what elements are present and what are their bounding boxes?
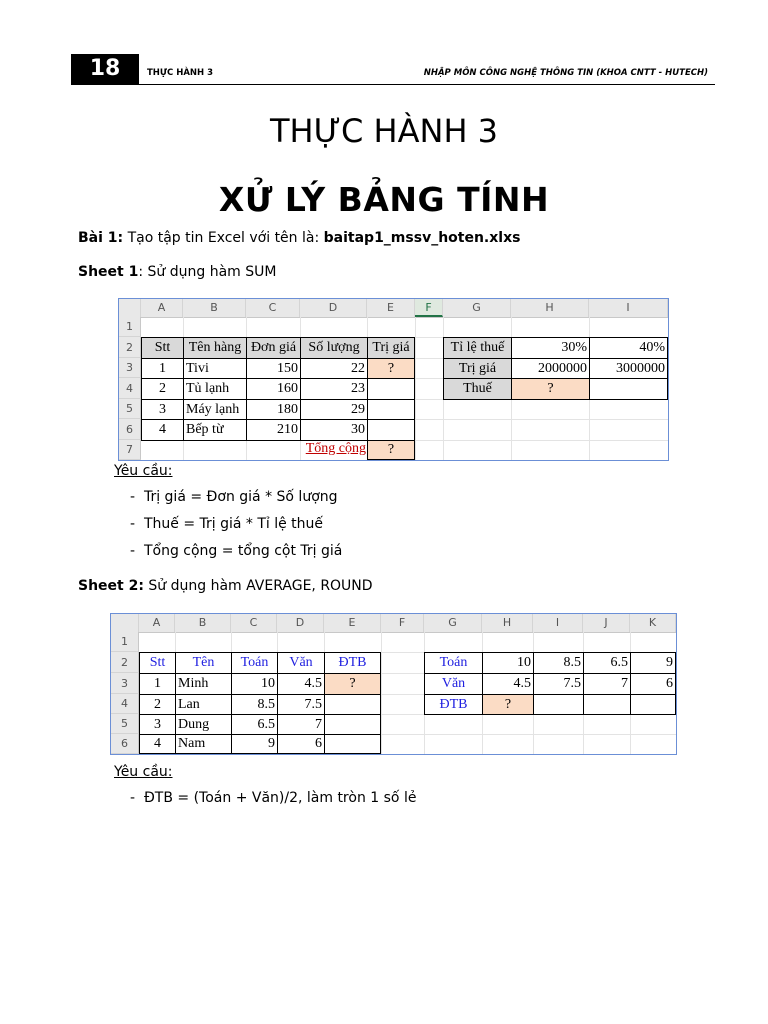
cell-van[interactable]: 7 xyxy=(277,714,325,735)
header-stt[interactable]: Stt xyxy=(141,337,184,359)
sheet2-spreadsheet xyxy=(110,613,677,755)
sheet1-req-label: Yêu cầu: xyxy=(114,463,173,479)
cell-toan[interactable]: 10 xyxy=(231,673,278,695)
side-cell[interactable]: 40% xyxy=(589,337,668,359)
col-header-i[interactable]: I xyxy=(589,299,668,317)
cell-dtb[interactable] xyxy=(324,734,381,754)
header-tri-gia[interactable]: Trị giá xyxy=(367,337,415,359)
side-cell[interactable]: 3000000 xyxy=(589,358,668,379)
cell-ten[interactable]: Dung xyxy=(175,714,232,735)
col-header-g[interactable]: G xyxy=(443,299,511,317)
cell-van[interactable]: 4.5 xyxy=(277,673,325,695)
cell-stt[interactable]: 2 xyxy=(139,694,176,715)
side-label-dtb[interactable]: ĐTB xyxy=(424,694,483,715)
cell-ten-hang[interactable]: Tủ lạnh xyxy=(183,378,247,400)
req-text: Tổng cộng = tổng cột Trị giá xyxy=(143,543,343,559)
row-header-6[interactable]: 6 xyxy=(111,734,139,754)
row-header-1[interactable]: 1 xyxy=(119,317,141,337)
row-header-5[interactable]: 5 xyxy=(111,714,139,734)
corner-cell xyxy=(119,299,141,317)
sheet1-req-item: - Trị giá = Đơn giá * Số lượng xyxy=(130,489,338,505)
col-header-f[interactable]: F xyxy=(415,299,443,317)
side-cell[interactable]: 6 xyxy=(630,673,676,695)
side-cell[interactable]: 10 xyxy=(482,652,534,674)
col-header-d[interactable]: D xyxy=(300,299,367,317)
header-dtb[interactable]: ĐTB xyxy=(324,652,381,674)
header-so-luong[interactable]: Số lượng xyxy=(300,337,368,359)
cell-van[interactable]: 6 xyxy=(277,734,325,754)
header-stt[interactable]: Stt xyxy=(139,652,176,674)
side-cell[interactable]: 6.5 xyxy=(583,652,631,674)
cell-don-gia[interactable]: 150 xyxy=(246,358,301,379)
side-cell[interactable]: 7 xyxy=(583,673,631,695)
col-header-b[interactable]: B xyxy=(175,614,231,632)
side-label-toan[interactable]: Toán xyxy=(424,652,483,674)
side-cell[interactable] xyxy=(533,694,584,715)
cell-stt[interactable]: 1 xyxy=(139,673,176,695)
col-header-e[interactable]: E xyxy=(367,299,415,317)
cell-toan[interactable]: 9 xyxy=(231,734,278,754)
side-label-thue[interactable]: Thuế xyxy=(443,378,512,400)
cell-so-luong[interactable]: 23 xyxy=(300,378,368,400)
cell-ten[interactable]: Nam xyxy=(175,734,232,754)
cell-ten[interactable]: Minh xyxy=(175,673,232,695)
side-cell[interactable]: 2000000 xyxy=(511,358,590,379)
cell-stt[interactable]: 3 xyxy=(139,714,176,735)
cell-so-luong[interactable]: 30 xyxy=(300,419,368,441)
bai1-label: Bài 1: xyxy=(78,230,124,246)
col-header-a[interactable]: A xyxy=(141,299,183,317)
cell-ten[interactable]: Lan xyxy=(175,694,232,715)
col-header-j[interactable]: J xyxy=(583,614,630,632)
row-header-2[interactable]: 2 xyxy=(111,652,139,673)
row-header-3[interactable]: 3 xyxy=(111,673,139,694)
header-ten[interactable]: Tên xyxy=(175,652,232,674)
sheet2-text: Sử dụng hàm AVERAGE, ROUND xyxy=(143,578,373,594)
cell-ten-hang[interactable]: Tivi xyxy=(183,358,247,379)
sheet1-text: : Sử dụng hàm SUM xyxy=(138,264,277,280)
col-header-e[interactable]: E xyxy=(324,614,381,632)
header-chapter: THỰC HÀNH 3 xyxy=(147,68,214,78)
bai1-line xyxy=(78,230,520,246)
row-header-5[interactable]: 5 xyxy=(119,399,141,419)
cell-don-gia[interactable]: 210 xyxy=(246,419,301,441)
col-header-b[interactable]: B xyxy=(183,299,246,317)
cell-stt[interactable]: 4 xyxy=(139,734,176,754)
sheet1-label: Sheet 1 xyxy=(78,264,139,280)
sheet2-req-item: - ĐTB = (Toán + Văn)/2, làm tròn 1 số lẻ xyxy=(130,790,417,806)
col-header-i[interactable]: I xyxy=(533,614,583,632)
cell-dtb[interactable] xyxy=(324,714,381,735)
side-cell[interactable]: 8.5 xyxy=(533,652,584,674)
cell-toan[interactable]: 8.5 xyxy=(231,694,278,715)
gridline xyxy=(381,632,382,754)
cell-stt[interactable]: 1 xyxy=(141,358,184,379)
sheet2-label: Sheet 2: xyxy=(78,578,144,594)
col-header-c[interactable]: C xyxy=(231,614,277,632)
col-header-h[interactable]: H xyxy=(482,614,533,632)
header-don-gia[interactable]: Đơn giá xyxy=(246,337,301,359)
sheet2-req-label: Yêu cầu: xyxy=(114,764,173,780)
cell-dtb[interactable] xyxy=(324,694,381,715)
col-header-f[interactable]: F xyxy=(381,614,424,632)
bai1-filename: baitap1_mssv_hoten.xlxs xyxy=(323,230,521,246)
cell-tri-gia[interactable] xyxy=(367,419,415,441)
cell-tri-gia[interactable]: ? xyxy=(367,358,415,379)
side-cell[interactable]: 30% xyxy=(511,337,590,359)
row-header-7[interactable]: 7 xyxy=(119,440,141,460)
row-header-4[interactable]: 4 xyxy=(119,378,141,399)
req-text: ĐTB = (Toán + Văn)/2, làm tròn 1 số lẻ xyxy=(143,790,417,806)
cell-stt[interactable]: 3 xyxy=(141,399,184,420)
cell-ten-hang[interactable]: Máy lạnh xyxy=(183,399,247,420)
sheet1-req-item: - Thuế = Trị giá * Tỉ lệ thuế xyxy=(130,516,324,532)
cell-toan[interactable]: 6.5 xyxy=(231,714,278,735)
row-header-2[interactable]: 2 xyxy=(119,337,141,358)
total-label[interactable]: Tổng cộng xyxy=(305,441,366,456)
header-divider xyxy=(71,84,715,85)
side-cell[interactable]: 7.5 xyxy=(533,673,584,695)
side-label-van[interactable]: Văn xyxy=(424,673,483,695)
gridline xyxy=(415,317,416,460)
side-label-tri-gia[interactable]: Trị giá xyxy=(443,358,512,379)
col-header-h[interactable]: H xyxy=(511,299,589,317)
cell-stt[interactable]: 2 xyxy=(141,378,184,400)
row-header-3[interactable]: 3 xyxy=(119,358,141,378)
cell-stt[interactable]: 4 xyxy=(141,419,184,441)
col-header-k[interactable]: K xyxy=(630,614,676,632)
side-cell[interactable]: ? xyxy=(482,694,534,715)
col-header-c[interactable]: C xyxy=(246,299,300,317)
page-subtitle: XỬ LÝ BẢNG TÍNH xyxy=(218,180,550,219)
req-text: Thuế = Trị giá * Tỉ lệ thuế xyxy=(143,516,324,532)
cell-dtb[interactable]: ? xyxy=(324,673,381,695)
bai1-text: Tạo tập tin Excel với tên là: xyxy=(123,230,324,246)
header-course: NHẬP MÔN CÔNG NGHỆ THÔNG TIN (KHOA CNTT - HUTECH) xyxy=(423,68,708,78)
col-header-a[interactable]: A xyxy=(139,614,175,632)
row-header-6[interactable]: 6 xyxy=(119,419,141,440)
sheet1-line xyxy=(78,264,276,280)
col-header-g[interactable]: G xyxy=(424,614,482,632)
sheet2-line xyxy=(78,578,373,594)
page-title: THỰC HÀNH 3 xyxy=(269,112,499,150)
side-cell[interactable]: 9 xyxy=(630,652,676,674)
page-number: 18 xyxy=(71,54,139,84)
cell-ten-hang[interactable]: Bếp từ xyxy=(183,419,247,441)
row-header-4[interactable]: 4 xyxy=(111,694,139,714)
header-van[interactable]: Văn xyxy=(277,652,325,674)
side-label-ti-le-thue[interactable]: Tỉ lệ thuế xyxy=(443,337,512,359)
side-cell[interactable] xyxy=(583,694,631,715)
total-value[interactable]: ? xyxy=(367,440,415,460)
cell-tri-gia[interactable] xyxy=(367,378,415,400)
cell-van[interactable]: 7.5 xyxy=(277,694,325,715)
corner-cell xyxy=(111,614,139,632)
side-cell[interactable] xyxy=(589,378,668,400)
cell-tri-gia[interactable] xyxy=(367,399,415,420)
side-cell[interactable]: ? xyxy=(511,378,590,400)
header-ten-hang[interactable]: Tên hàng xyxy=(183,337,247,359)
cell-so-luong[interactable]: 22 xyxy=(300,358,368,379)
cell-don-gia[interactable]: 180 xyxy=(246,399,301,420)
row-header-1[interactable]: 1 xyxy=(111,632,139,652)
cell-so-luong[interactable]: 29 xyxy=(300,399,368,420)
req-text: Trị giá = Đơn giá * Số lượng xyxy=(143,489,338,505)
col-header-d[interactable]: D xyxy=(277,614,324,632)
side-cell[interactable]: 4.5 xyxy=(482,673,534,695)
cell-don-gia[interactable]: 160 xyxy=(246,378,301,400)
header-toan[interactable]: Toán xyxy=(231,652,278,674)
side-cell[interactable] xyxy=(630,694,676,715)
sheet1-req-item: - Tổng cộng = tổng cột Trị giá xyxy=(130,543,343,559)
sheet1-spreadsheet xyxy=(118,298,669,461)
